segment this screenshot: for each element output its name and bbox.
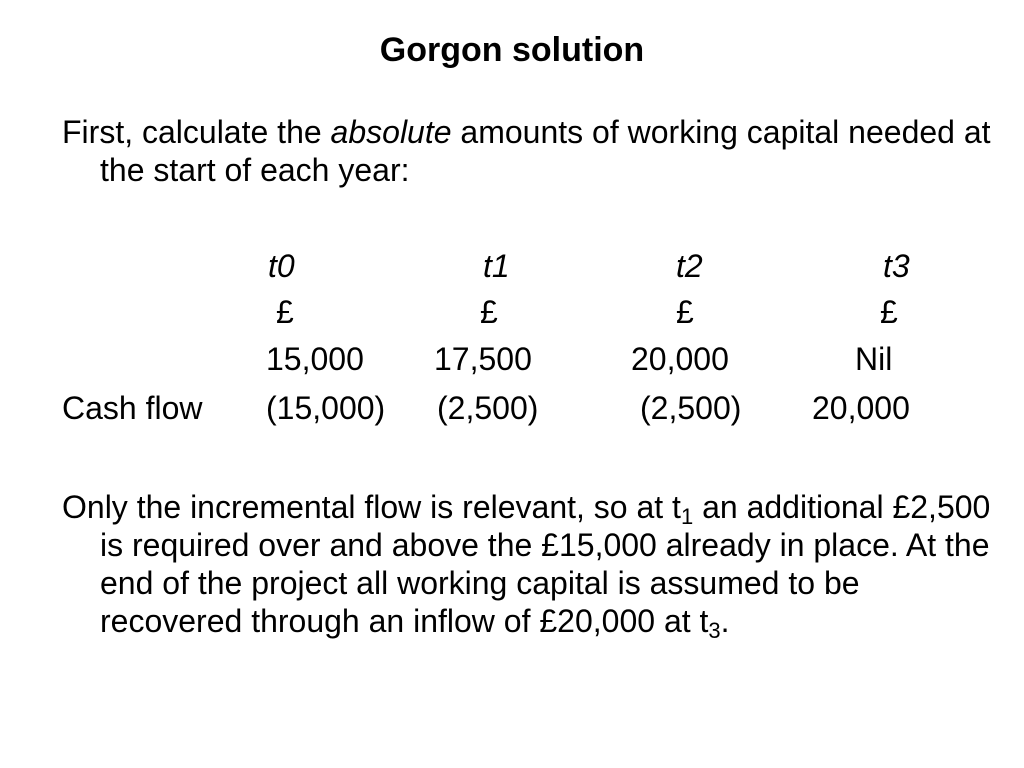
note-subscript-1: 1: [680, 504, 694, 529]
cash-flow-t0: (15,000): [266, 390, 386, 426]
note-text-2: an additional £2,500 is required over and above the £15,000 already in place. At the end of the project all working capital is assumed to be recovered through an inflow of £20,000 at t: [100, 489, 991, 639]
intro-text-end: amounts of working capital needed at the start of each year:: [100, 114, 991, 188]
amount-t1: 17,500: [434, 341, 532, 377]
intro-emphasis: absolute: [330, 114, 452, 150]
note-text-1: Only the incremental flow is relevant, so at t: [62, 489, 681, 525]
header-t0: t0: [268, 248, 295, 284]
header-t2: t2: [676, 248, 703, 284]
note-subscript-3: 3: [708, 618, 721, 643]
currency-t2: £: [676, 294, 694, 330]
intro-text-start: First, calculate the: [62, 114, 331, 150]
amount-t2: 20,000: [631, 341, 729, 377]
currency-t0: £: [276, 294, 294, 330]
header-t1: t1: [483, 248, 510, 284]
slide-title: Gorgon solution: [379, 31, 645, 69]
header-t3: t3: [883, 248, 910, 284]
cash-flow-t2: (2,500): [640, 390, 742, 426]
intro-paragraph: [62, 113, 1010, 189]
amount-t3: Nil: [855, 341, 893, 377]
note-paragraph: [62, 488, 1010, 643]
currency-t1: £: [480, 294, 498, 330]
note-text-3: .: [720, 603, 730, 639]
currency-t3: £: [880, 294, 898, 330]
cash-flow-t3: 20,000: [812, 390, 910, 426]
cash-flow-label: Cash flow: [62, 390, 203, 426]
amount-t0: 15,000: [266, 341, 364, 377]
cash-flow-t1: (2,500): [437, 390, 539, 426]
